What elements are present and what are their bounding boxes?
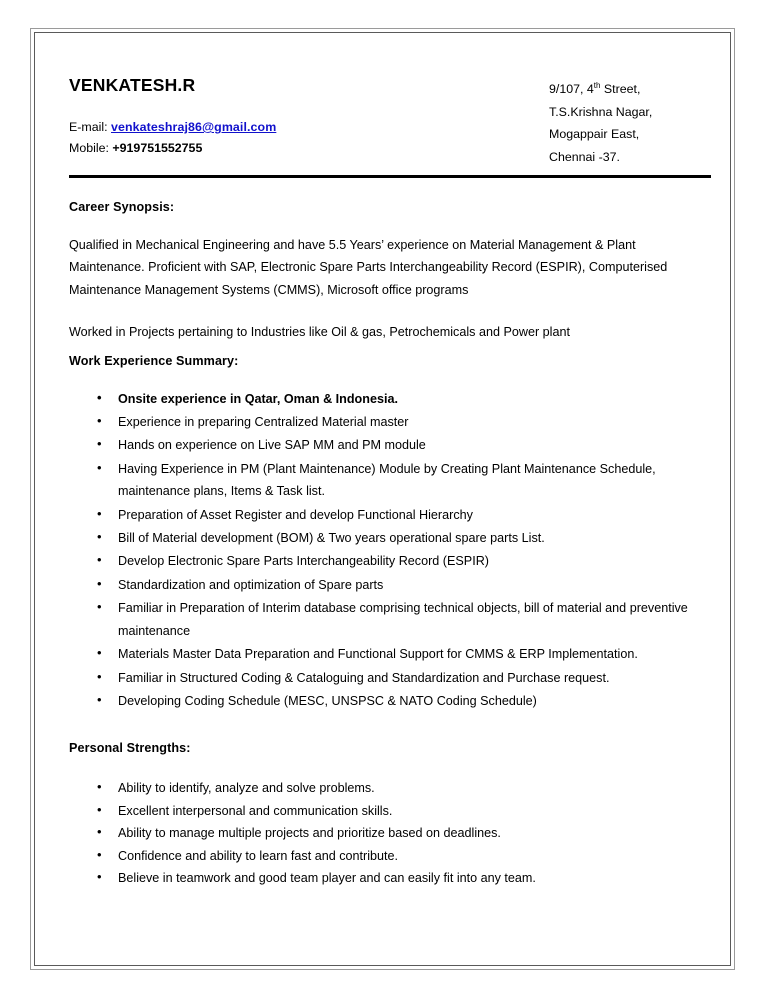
email-row — [69, 117, 276, 138]
section-heading-personal-strengths: Personal Strengths: — [69, 741, 191, 756]
work-experience-item-text: Hands on experience on Live SAP MM and PM module — [118, 438, 426, 453]
email-label: E-mail: — [69, 120, 108, 134]
spacer — [69, 344, 713, 354]
address-street-name: Street, — [600, 82, 641, 96]
mobile-number: +919751552755 — [112, 141, 203, 155]
work-experience-item — [69, 434, 713, 456]
spacer — [69, 214, 713, 234]
work-experience-item — [69, 574, 713, 596]
work-experience-item — [69, 411, 713, 433]
work-experience-item — [69, 643, 713, 665]
personal-strength-item — [69, 845, 713, 867]
spacer — [69, 178, 713, 200]
work-experience-list — [69, 388, 713, 713]
work-experience-item — [69, 597, 713, 642]
work-experience-item-text: Develop Electronic Spare Parts Interchangeability Record (ESPIR) — [118, 554, 489, 569]
spacer — [69, 368, 713, 388]
career-synopsis-paragraph-2: Worked in Projects pertaining to Industries like Oil & gas, Petrochemicals and Power plant — [69, 325, 570, 340]
spacer — [69, 713, 713, 741]
personal-strength-item-text: Believe in teamwork and good team player and can easily fit into any team. — [118, 870, 536, 885]
page-border-outer — [30, 28, 735, 970]
personal-strength-item-text: Ability to manage multiple projects and prioritize based on deadlines. — [118, 826, 501, 841]
address-line-1 — [549, 78, 652, 101]
personal-strengths-list — [69, 777, 713, 889]
work-experience-item-text: Experience in preparing Centralized Material master — [118, 415, 409, 430]
work-experience-item-text: Developing Coding Schedule (MESC, UNSPSC & NATO Coding Schedule) — [118, 693, 537, 708]
resume-content — [69, 69, 713, 889]
work-experience-item-text: Bill of Material development (BOM) & Two years operational spare parts List. — [118, 531, 545, 546]
email-link[interactable]: venkateshraj86@gmail.com — [111, 120, 277, 134]
address-block — [549, 78, 652, 168]
personal-strength-item-text: Ability to identify, analyze and solve problems. — [118, 781, 375, 796]
work-experience-item — [69, 690, 713, 712]
career-synopsis-paragraph: Qualified in Mechanical Engineering and have 5.5 Years’ experience on Material Management & Plant Maintenance. Proficient with SAP, Electronic Spare Parts Interchangeability Record (ESPIR), Computerised Maintenance Management Systems (CMMS), Microsoft office programs — [69, 238, 668, 297]
work-experience-item — [69, 388, 713, 410]
section-heading-work-experience: Work Experience Summary: — [69, 353, 239, 368]
personal-strength-item — [69, 777, 713, 799]
spacer — [69, 301, 713, 321]
contact-block — [69, 117, 276, 159]
candidate-name: VENKATESH.R — [69, 75, 196, 95]
work-experience-item-text: Familiar in Preparation of Interim database comprising technical objects, bill of material and preventive maintenance — [118, 601, 688, 638]
spacer — [69, 755, 713, 777]
personal-strength-item — [69, 867, 713, 889]
work-experience-item-text: Preparation of Asset Register and develop Functional Hierarchy — [118, 507, 473, 522]
work-experience-item — [69, 504, 713, 526]
work-experience-item — [69, 527, 713, 549]
ordinal-suffix: th — [593, 80, 601, 90]
work-experience-item-text: Onsite experience in Qatar, Oman & Indonesia. — [118, 391, 398, 406]
work-experience-item — [69, 667, 713, 689]
work-experience-item — [69, 550, 713, 572]
page-border-inner — [34, 32, 731, 966]
personal-strength-item — [69, 800, 713, 822]
personal-strength-item-text: Confidence and ability to learn fast and contribute. — [118, 848, 399, 863]
personal-strength-item-text: Excellent interpersonal and communication skills. — [118, 803, 393, 818]
address-line-3: Mogappair East, — [549, 127, 640, 141]
personal-strength-item — [69, 822, 713, 844]
address-line-2: T.S.Krishna Nagar, — [549, 104, 653, 119]
address-line-4: Chennai -37. — [549, 149, 620, 164]
section-heading-career-synopsis: Career Synopsis: — [69, 200, 175, 214]
mobile-row — [69, 138, 276, 159]
resume-header — [69, 69, 713, 173]
work-experience-item-text: Standardization and optimization of Spare parts — [118, 577, 384, 592]
work-experience-item — [69, 458, 713, 503]
mobile-label: Mobile: — [69, 141, 109, 155]
work-experience-item-text: Having Experience in PM (Plant Maintenance) Module by Creating Plant Maintenance Schedule, maintenance plans, Items & Task list. — [118, 461, 656, 499]
work-experience-item-text: Familiar in Structured Coding & Cataloguing and Standardization and Purchase request. — [118, 670, 610, 685]
work-experience-item-text: Materials Master Data Preparation and Functional Support for CMMS & ERP Implementation. — [118, 647, 638, 662]
address-street-number: 9/107, 4 — [549, 82, 594, 96]
